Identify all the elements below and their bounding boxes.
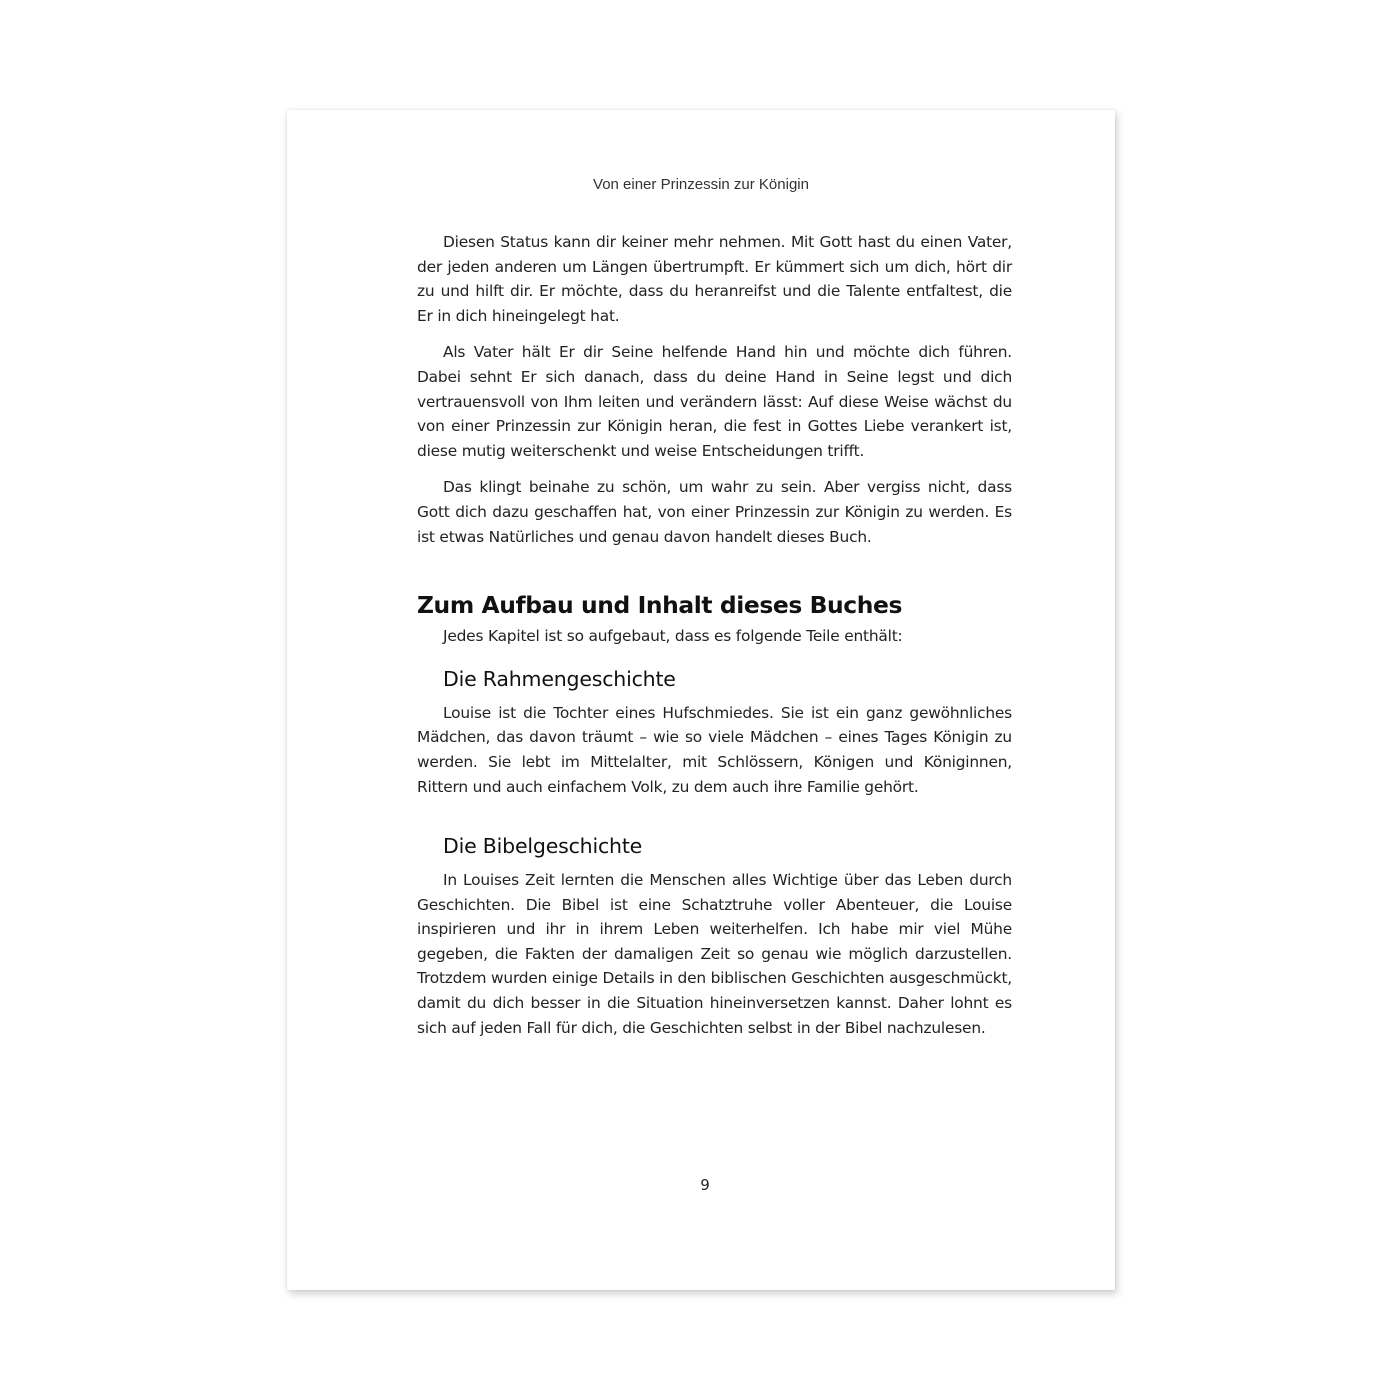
page-number: 9: [700, 1176, 710, 1194]
intro-paragraph-2: Als Vater hält Er dir Seine helfende Hand hin und möchte dich führen. Dabei sehnt Er sich danach, dass du deine Hand in Seine legst und dich vertrauensvoll von Ihm leiten und verändern lässt: Auf diese Weise wächst du von einer Prinzessin zur Königin heran, die fest in Gottes Liebe verankert ist, diese mutig weiterschenkt und weise Entscheidungen trifft.: [417, 343, 1012, 460]
section-lead: Jedes Kapitel ist so aufgebaut, dass es folgende Teile enthält:: [443, 627, 903, 646]
intro-paragraph-1: Diesen Status kann dir keiner mehr nehmen. Mit Gott hast du einen Vater, der jeden anderen um Längen übertrumpft. Er kümmert sich um dich, hört dir zu und hilft dir. Er möchte, dass du heranreifst und die Talente entfaltest, die Er in dich hineingelegt hat.: [417, 233, 1012, 325]
page-body: [417, 230, 1012, 1052]
subsection-heading-rahmengeschichte: Die Rahmengeschichte: [443, 666, 676, 691]
book-page: [287, 110, 1115, 1290]
running-head: Von einer Prinzessin zur Königin: [593, 176, 809, 193]
intro-paragraph-3: Das klingt beinahe zu schön, um wahr zu sein. Aber vergiss nicht, dass Gott dich dazu geschaffen hat, von einer Prinzessin zur Königin zu werden. Es ist etwas Natürliches und genau davon handelt dieses Buch.: [417, 478, 1012, 546]
subsection-text-rahmengeschichte: Louise ist die Tochter eines Hufschmiedes. Sie ist ein ganz gewöhnliches Mädchen, das davon träumt – wie so viele Mädchen – eines Tages Königin zu werden. Sie lebt im Mittelalter, mit Schlössern, Königen und Königinnen, Rittern und auch einfachem Volk, zu dem auch ihre Familie gehört.: [417, 703, 1012, 796]
subsection-text-bibelgeschichte: In Louises Zeit lernten die Menschen alles Wichtige über das Leben durch Geschichten. Die Bibel ist eine Schatztruhe voller Abenteuer, die Louise inspirieren und ihr in ihrem Leben weiterhelfen. Ich habe mir viel Mühe gegeben, die Fakten der damaligen Zeit so genau wie möglich darzustellen. Trotzdem wurden einige Details in den biblischen Geschichten ausgeschmückt, damit du dich besser in die Situation hineinversetzen kannst. Daher lohnt es sich auf jeden Fall für dich, die Geschichten selbst in der Bibel nachzulesen.: [417, 871, 1012, 1037]
section-heading: Zum Aufbau und Inhalt dieses Buches: [417, 591, 902, 620]
subsection-heading-bibelgeschichte: Die Bibelgeschichte: [443, 834, 643, 859]
